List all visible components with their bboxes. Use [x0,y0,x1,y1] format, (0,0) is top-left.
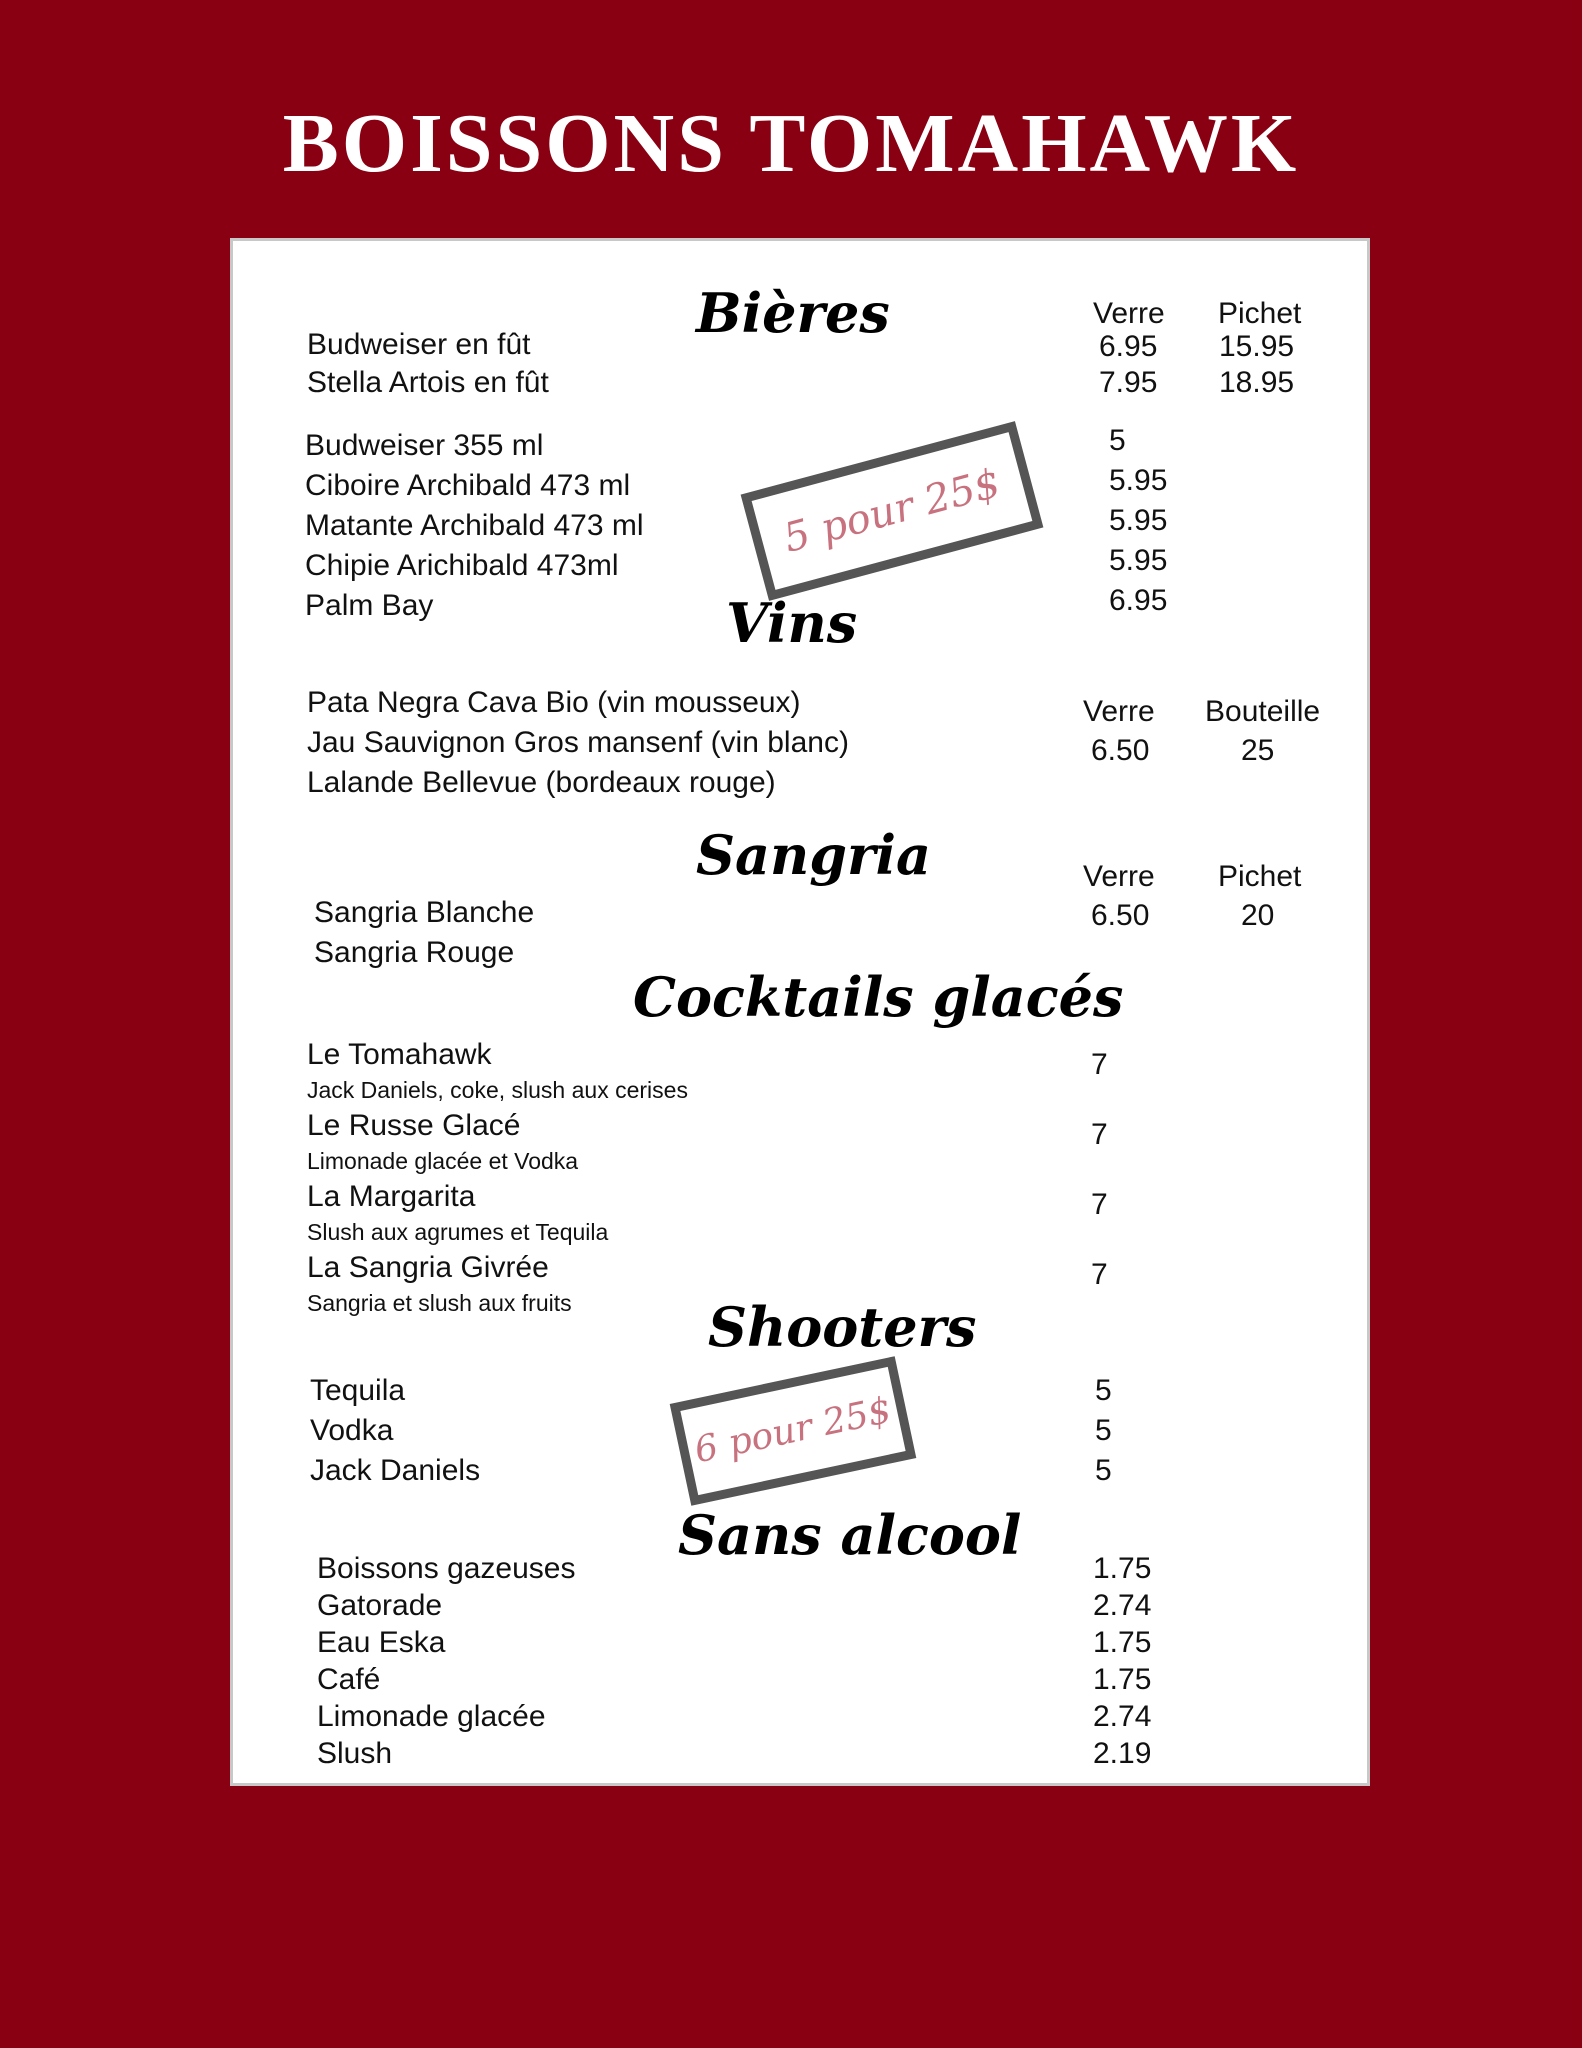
column-header-verre: Verre [1083,860,1155,893]
menu-item-description: Sangria et slush aux fruits [307,1290,572,1316]
promo-stamp-shooters: 6 pour 25$ [670,1356,917,1506]
menu-item: Vodka [310,1414,394,1447]
menu-item: Stella Artois en fût [307,366,549,399]
price-verre: 6.50 [1091,899,1150,932]
menu-item: Le Russe Glacé [307,1109,521,1142]
price: 7 [1091,1048,1108,1081]
price: 7 [1091,1258,1108,1291]
price: 5 [1095,1414,1112,1447]
price: 7 [1091,1188,1108,1221]
menu-item: Slush [317,1737,393,1770]
column-header-bouteille: Bouteille [1205,695,1321,728]
menu-item-description: Slush aux agrumes et Tequila [307,1219,609,1245]
price: 2.74 [1093,1589,1152,1622]
menu-item: La Margarita [307,1180,476,1213]
price: 6.95 [1109,584,1168,617]
menu-item: Palm Bay [305,589,434,622]
menu-item: Le Tomahawk [307,1038,492,1071]
price: 5.95 [1109,504,1168,537]
price: 5.95 [1109,464,1168,497]
menu-item-description: Limonade glacée et Vodka [307,1148,579,1174]
section-heading-bieres: Bières [696,281,890,345]
menu-item: Café [317,1663,381,1696]
page-title: BOISSONS TOMAHAWK [282,97,1300,190]
price-bouteille: 25 [1241,734,1275,767]
menu-item: Tequila [310,1374,406,1407]
price: 1.75 [1093,1663,1152,1696]
menu-item: Limonade glacée [317,1700,546,1733]
menu-panel [230,238,1370,1786]
menu-item: Eau Eska [317,1626,446,1659]
menu-item: Boissons gazeuses [317,1552,576,1585]
price: 7 [1091,1118,1108,1151]
menu-item: Jack Daniels [310,1454,481,1487]
menu-item: Ciboire Archibald 473 ml [305,469,631,502]
promo-stamp-bieres: 5 pour 25$ [741,421,1044,601]
section-heading-shooters: Shooters [708,1295,977,1359]
price-pichet: 20 [1241,899,1275,932]
menu-item: Gatorade [317,1589,443,1622]
section-heading-cocktails: Cocktails glacés [633,965,1124,1029]
price: 1.75 [1093,1626,1152,1659]
price: 5 [1095,1374,1112,1407]
menu-item: Jau Sauvignon Gros mansenf (vin blanc) [307,726,849,759]
section-heading-sans-alcool: Sans alcool [678,1503,1022,1567]
price: 5 [1095,1454,1112,1487]
menu-item: Lalande Bellevue (bordeaux rouge) [307,766,776,799]
column-header-verre: Verre [1083,695,1155,728]
price-verre: 6.50 [1091,734,1150,767]
section-heading-vins: Vins [726,591,858,655]
menu-item: Budweiser en fût [307,328,531,361]
price: 5 [1109,424,1126,457]
menu-item: La Sangria Givrée [307,1251,549,1284]
price: 1.75 [1093,1552,1152,1585]
menu-item: Matante Archibald 473 ml [305,509,644,542]
column-header-pichet: Pichet [1218,297,1302,330]
price-verre: 6.95 [1099,330,1158,363]
price: 5.95 [1109,544,1168,577]
price: 2.19 [1093,1737,1152,1770]
price-pichet: 15.95 [1219,330,1295,363]
menu-item: Chipie Arichibald 473ml [305,549,619,582]
section-heading-sangria: Sangria [696,823,931,887]
column-header-verre: Verre [1093,297,1165,330]
menu-item: Sangria Rouge [314,936,515,969]
menu-item: Budweiser 355 ml [305,429,544,462]
price-pichet: 18.95 [1219,366,1295,399]
menu-item-description: Jack Daniels, coke, slush aux cerises [307,1077,688,1103]
price: 2.74 [1093,1700,1152,1733]
menu-item: Pata Negra Cava Bio (vin mousseux) [307,686,801,719]
column-header-pichet: Pichet [1218,860,1302,893]
menu-item: Sangria Blanche [314,896,535,929]
price-verre: 7.95 [1099,366,1158,399]
